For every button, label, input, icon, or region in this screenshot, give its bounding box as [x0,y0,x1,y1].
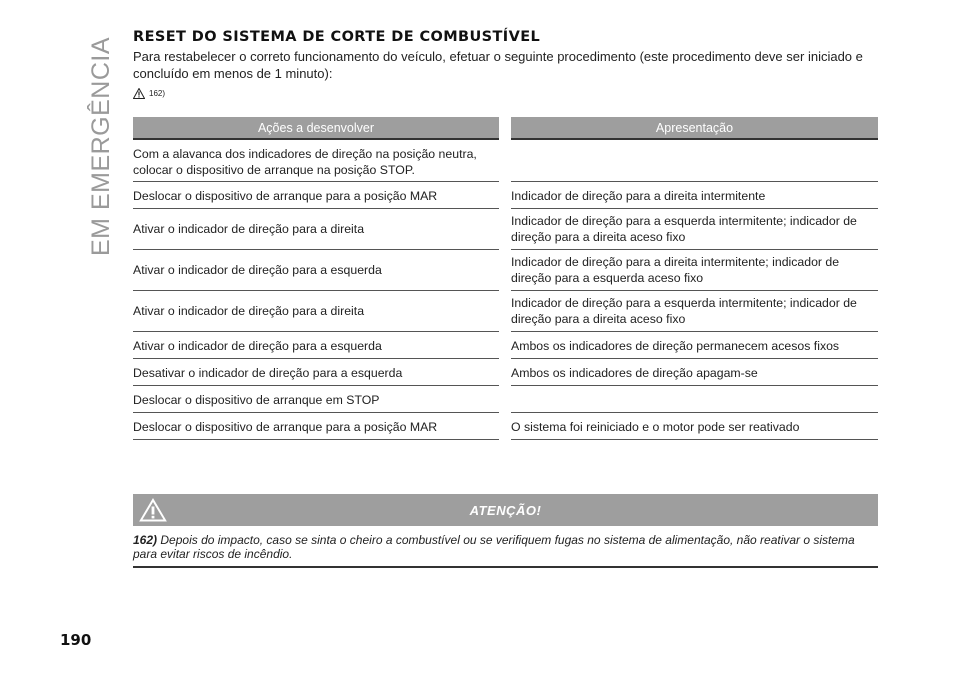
warning-reference: 162) [133,533,158,547]
note-reference-number: 162) [149,88,166,98]
section-side-label: EM EMERGÊNCIA [87,36,115,256]
table-row [133,412,878,439]
table-header-result: Apresentação [511,117,878,139]
action-cell: Ativar o indicador de direção para a direita [133,208,499,249]
warning-text-block [133,526,878,568]
table-row [133,290,878,331]
warning-header [133,494,878,526]
table-header-actions: Ações a desenvolver [133,117,499,139]
result-cell: Indicador de direção para a direita intermitente [511,181,878,208]
action-cell: Deslocar o dispositivo de arranque para a posição MAR [133,181,499,208]
table-row [133,181,878,208]
result-cell: Ambos os indicadores de direção permanecem acesos fixos [511,331,878,358]
table-row [133,249,878,290]
action-cell: Deslocar o dispositivo de arranque em STOP [133,385,499,412]
page-number: 190 [60,631,92,649]
note-reference [133,86,878,100]
result-cell [511,139,878,181]
table-row [133,385,878,412]
main-content [133,28,878,440]
result-cell [511,385,878,412]
result-cell: Ambos os indicadores de direção apagam-se [511,358,878,385]
warning-box [133,494,878,568]
warning-triangle-icon [139,498,167,522]
table-row [133,331,878,358]
table-row [133,208,878,249]
page-title: RESET DO SISTEMA DE CORTE DE COMBUSTÍVEL [133,29,541,45]
action-cell: Deslocar o dispositivo de arranque para a posição MAR [133,412,499,439]
result-cell: Indicador de direção para a esquerda intermitente; indicador de direção para a direita aceso fixo [511,290,878,331]
intro-paragraph: Para restabelecer o correto funcionamento do veículo, efetuar o seguinte procedimento (este procedimento deve ser iniciado e concluído em menos de 1 minuto): [133,49,863,81]
action-cell: Desativar o indicador de direção para a esquerda [133,358,499,385]
table-row [133,358,878,385]
result-cell: O sistema foi reiniciado e o motor pode ser reativado [511,412,878,439]
action-cell: Ativar o indicador de direção para a direita [133,290,499,331]
warning-text: Depois do impacto, caso se sinta o cheiro a combustível ou se verifiquem fugas no sistema de alimentação, não reativar o sistema para evitar riscos de incêndio. [133,533,855,561]
warning-small-icon [133,88,145,99]
table-row [133,139,878,181]
action-cell: Com a alavanca dos indicadores de direção na posição neutra, colocar o dispositivo de arranque na posição STOP. [133,139,499,181]
result-cell: Indicador de direção para a direita intermitente; indicador de direção para a esquerda aceso fixo [511,249,878,290]
action-cell: Ativar o indicador de direção para a esquerda [133,331,499,358]
warning-title: ATENÇÃO! [469,502,542,518]
result-cell: Indicador de direção para a esquerda intermitente; indicador de direção para a direita aceso fixo [511,208,878,249]
procedure-table [133,117,878,440]
action-cell: Ativar o indicador de direção para a esquerda [133,249,499,290]
